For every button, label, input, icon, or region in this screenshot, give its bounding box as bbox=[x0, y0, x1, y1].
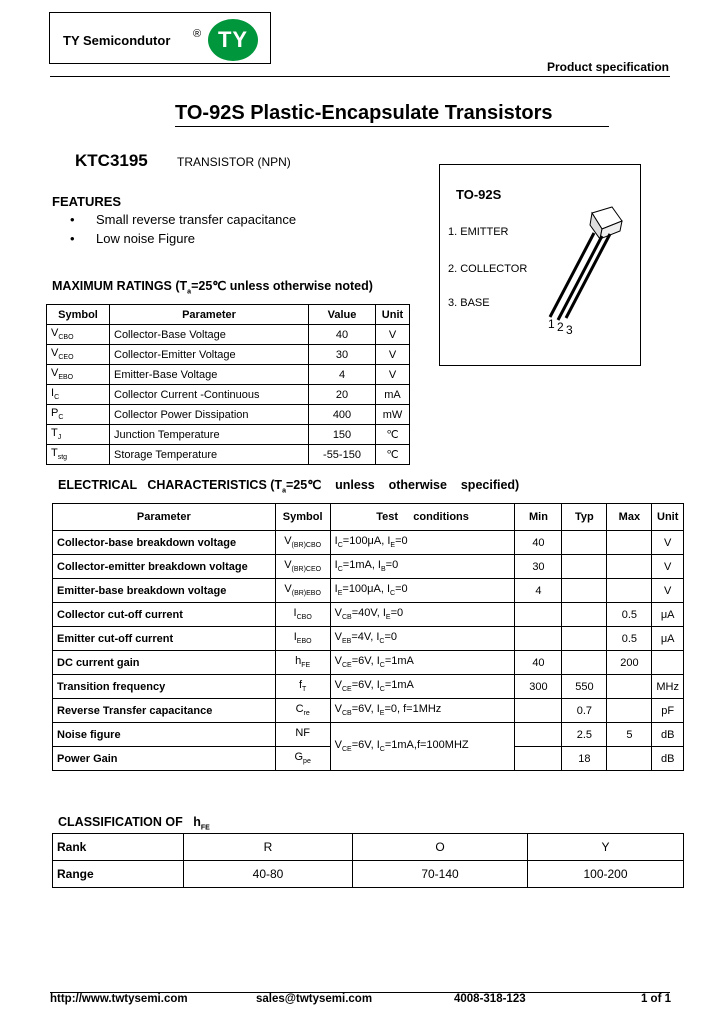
classification-table bbox=[52, 833, 684, 888]
min-cell: 300 bbox=[515, 675, 562, 699]
symbol-cell: $I_C$ bbox=[47, 385, 110, 405]
condition-cell: $V_{CE}=6V$, $I_C=1mA$ bbox=[330, 651, 515, 675]
min-cell bbox=[515, 747, 562, 771]
unit-cell: mW bbox=[376, 405, 410, 425]
package-diagram-box bbox=[439, 164, 641, 366]
package-name: TO-92S bbox=[456, 187, 502, 202]
parameter-cell: Storage Temperature bbox=[110, 445, 309, 465]
unit-cell: V bbox=[652, 555, 684, 579]
table-row bbox=[47, 345, 410, 365]
company-logo: TY bbox=[208, 19, 258, 61]
parameter-cell: Noise figure bbox=[53, 723, 276, 747]
symbol-cell: $V_{(BR)CEO}$ bbox=[275, 555, 330, 579]
table-row bbox=[53, 603, 684, 627]
min-cell: 30 bbox=[515, 555, 562, 579]
table-row bbox=[53, 627, 684, 651]
parameter-cell: Collector-Base Voltage bbox=[110, 325, 309, 345]
table-row bbox=[47, 445, 410, 465]
unit-cell: ℃ bbox=[376, 425, 410, 445]
unit-cell bbox=[652, 651, 684, 675]
value-cell: 400 bbox=[309, 405, 376, 425]
condition-cell: $I_C=100\mu A$, $I_E=0$ bbox=[330, 531, 515, 555]
typ-cell bbox=[562, 627, 607, 651]
symbol-cell: $I_{CBO}$ bbox=[275, 603, 330, 627]
footer-website-link[interactable]: http://www.twtysemi.com bbox=[50, 993, 188, 1005]
parameter-cell: Emitter cut-off current bbox=[53, 627, 276, 651]
table-row bbox=[53, 699, 684, 723]
value-cell: 30 bbox=[309, 345, 376, 365]
typ-cell: 18 bbox=[562, 747, 607, 771]
parameter-cell: Transition frequency bbox=[53, 675, 276, 699]
max-cell bbox=[607, 579, 652, 603]
max-cell: 0.5 bbox=[607, 603, 652, 627]
condition-cell: $I_C=1mA$, $I_B=0$ bbox=[330, 555, 515, 579]
unit-cell: V bbox=[652, 579, 684, 603]
feature-item: • Small reverse transfer capacitance bbox=[70, 212, 297, 227]
typ-cell: 2.5 bbox=[562, 723, 607, 747]
feature-text: Small reverse transfer capacitance bbox=[96, 212, 297, 227]
symbol-cell: $T_J$ bbox=[47, 425, 110, 445]
max-cell bbox=[607, 531, 652, 555]
header-divider bbox=[50, 76, 670, 77]
column-header: Typ bbox=[562, 504, 607, 531]
max-ratings-title: MAXIMUM RATINGS ($T_a=25℃$ unless otherwise noted) bbox=[52, 279, 373, 296]
rank-cell: Y bbox=[528, 834, 684, 861]
column-header: Symbol bbox=[275, 504, 330, 531]
symbol-cell: $T_{stg}$ bbox=[47, 445, 110, 465]
pin-label: 1. EMITTER bbox=[448, 226, 509, 238]
unit-cell: μA bbox=[652, 603, 684, 627]
value-cell: 150 bbox=[309, 425, 376, 445]
brand-name: TY Semicondutor bbox=[63, 33, 171, 48]
min-cell: 40 bbox=[515, 651, 562, 675]
symbol-cell: $I_{EBO}$ bbox=[275, 627, 330, 651]
column-header: Max bbox=[607, 504, 652, 531]
part-type: TRANSISTOR (NPN) bbox=[177, 155, 291, 169]
column-header: Symbol bbox=[47, 305, 110, 325]
unit-cell: mA bbox=[376, 385, 410, 405]
table-row bbox=[53, 555, 684, 579]
registered-mark: ® bbox=[193, 28, 202, 40]
condition-cell: $I_E=100\mu A$, $I_C=0$ bbox=[330, 579, 515, 603]
condition-cell: $V_{CE}=6V$, $I_C=1mA$ bbox=[330, 675, 515, 699]
value-cell: -55-150 bbox=[309, 445, 376, 465]
typ-cell bbox=[562, 531, 607, 555]
table-row bbox=[53, 834, 684, 861]
column-header: Value bbox=[309, 305, 376, 325]
max-cell bbox=[607, 555, 652, 579]
rank-cell: R bbox=[184, 834, 353, 861]
range-cell: 70-140 bbox=[353, 861, 528, 888]
rank-cell: O bbox=[353, 834, 528, 861]
column-header: Parameter bbox=[110, 305, 309, 325]
rank-label: Rank bbox=[53, 834, 184, 861]
symbol-cell: $V_{EBO}$ bbox=[47, 365, 110, 385]
table-row bbox=[47, 325, 410, 345]
column-header: Unit bbox=[652, 504, 684, 531]
column-header: Unit bbox=[376, 305, 410, 325]
min-cell: 4 bbox=[515, 579, 562, 603]
table-row bbox=[47, 385, 410, 405]
typ-cell bbox=[562, 579, 607, 603]
table-row bbox=[53, 861, 684, 888]
typ-cell bbox=[562, 555, 607, 579]
parameter-cell: Collector-emitter breakdown voltage bbox=[53, 555, 276, 579]
unit-cell: pF bbox=[652, 699, 684, 723]
condition-cell: $V_{CB}=6V$, $I_E=0$, f=1MHz bbox=[330, 699, 515, 723]
table-row bbox=[47, 365, 410, 385]
parameter-cell: Collector cut-off current bbox=[53, 603, 276, 627]
pin-label: 3. BASE bbox=[448, 297, 490, 309]
typ-cell: 550 bbox=[562, 675, 607, 699]
table-row bbox=[47, 405, 410, 425]
electrical-characteristics-table bbox=[52, 503, 684, 771]
symbol-cell: $G_{pe}$ bbox=[275, 747, 330, 771]
feature-item: • Low noise Figure bbox=[70, 231, 195, 246]
unit-cell: dB bbox=[652, 723, 684, 747]
parameter-cell: Collector-Emitter Voltage bbox=[110, 345, 309, 365]
table-row bbox=[53, 531, 684, 555]
footer-email-link[interactable]: sales@twtysemi.com bbox=[256, 993, 373, 1005]
parameter-cell: Junction Temperature bbox=[110, 425, 309, 445]
condition-cell: $V_{CE}=6V$, $I_C=1mA,f=100MHZ$ bbox=[330, 723, 515, 771]
max-cell bbox=[607, 699, 652, 723]
unit-cell: ℃ bbox=[376, 445, 410, 465]
max-ratings-table bbox=[46, 304, 410, 465]
parameter-cell: Collector Current -Continuous bbox=[110, 385, 309, 405]
parameter-cell: Emitter-Base Voltage bbox=[110, 365, 309, 385]
table-row bbox=[47, 425, 410, 445]
min-cell bbox=[515, 723, 562, 747]
column-header: Test conditions bbox=[330, 504, 515, 531]
symbol-cell: NF bbox=[275, 723, 330, 747]
column-header: Parameter bbox=[53, 504, 276, 531]
symbol-cell: $C_{re}$ bbox=[275, 699, 330, 723]
table-row bbox=[53, 723, 684, 747]
table-row bbox=[53, 579, 684, 603]
min-cell: 40 bbox=[515, 531, 562, 555]
parameter-cell: DC current gain bbox=[53, 651, 276, 675]
min-cell bbox=[515, 627, 562, 651]
symbol-cell: $f_T$ bbox=[275, 675, 330, 699]
parameter-cell: Emitter-base breakdown voltage bbox=[53, 579, 276, 603]
pin-label: 2. COLLECTOR bbox=[448, 263, 528, 275]
max-cell: 200 bbox=[607, 651, 652, 675]
features-heading: FEATURES bbox=[52, 194, 122, 209]
parameter-cell: Collector Power Dissipation bbox=[110, 405, 309, 425]
value-cell: 40 bbox=[309, 325, 376, 345]
min-cell bbox=[515, 699, 562, 723]
pin-number: 3 bbox=[566, 323, 573, 337]
document-title: TO-92S Plastic-Encapsulate Transistors bbox=[175, 102, 553, 124]
column-header: Min bbox=[515, 504, 562, 531]
footer-phone: 4008-318-123 bbox=[454, 993, 526, 1005]
typ-cell: 0.7 bbox=[562, 699, 607, 723]
symbol-cell: $V_{CBO}$ bbox=[47, 325, 110, 345]
unit-cell: V bbox=[376, 365, 410, 385]
typ-cell bbox=[562, 651, 607, 675]
unit-cell: V bbox=[376, 345, 410, 365]
unit-cell: V bbox=[652, 531, 684, 555]
product-specification-label: Product specification bbox=[546, 60, 669, 74]
condition-cell: $V_{EB}=4V$, $I_C=0$ bbox=[330, 627, 515, 651]
parameter-cell: Power Gain bbox=[53, 747, 276, 771]
symbol-cell: $P_C$ bbox=[47, 405, 110, 425]
condition-cell: $V_{CB}=40V$, $I_E=0$ bbox=[330, 603, 515, 627]
pin-number: 2 bbox=[557, 320, 564, 334]
table-row bbox=[53, 651, 684, 675]
parameter-cell: Reverse Transfer capacitance bbox=[53, 699, 276, 723]
unit-cell: MHz bbox=[652, 675, 684, 699]
value-cell: 20 bbox=[309, 385, 376, 405]
unit-cell: V bbox=[376, 325, 410, 345]
unit-cell: dB bbox=[652, 747, 684, 771]
parameter-cell: Collector-base breakdown voltage bbox=[53, 531, 276, 555]
symbol-cell: $V_{(BR)EBO}$ bbox=[275, 579, 330, 603]
unit-cell: μA bbox=[652, 627, 684, 651]
max-cell bbox=[607, 747, 652, 771]
electrical-characteristics-title: ELECTRICAL CHARACTERISTICS ($T_a=25℃$ unless otherwise specified) bbox=[58, 478, 520, 495]
max-cell bbox=[607, 675, 652, 699]
title-underline bbox=[175, 126, 609, 127]
typ-cell bbox=[562, 603, 607, 627]
value-cell: 4 bbox=[309, 365, 376, 385]
classification-title: CLASSIFICATION OF $h_{FE}$ bbox=[58, 815, 210, 832]
symbol-cell: $V_{CEO}$ bbox=[47, 345, 110, 365]
range-cell: 40-80 bbox=[184, 861, 353, 888]
range-cell: 100-200 bbox=[528, 861, 684, 888]
pin-number: 1 bbox=[548, 317, 555, 331]
range-label: Range bbox=[53, 861, 184, 888]
max-cell: 0.5 bbox=[607, 627, 652, 651]
symbol-cell: $V_{(BR)CBO}$ bbox=[275, 531, 330, 555]
max-cell: 5 bbox=[607, 723, 652, 747]
part-number: KTC3195 bbox=[75, 151, 148, 170]
to92s-package-icon bbox=[540, 203, 630, 323]
table-row bbox=[53, 675, 684, 699]
feature-text: Low noise Figure bbox=[96, 231, 195, 246]
symbol-cell: $h_{FE}$ bbox=[275, 651, 330, 675]
footer-page-number: 1 of 1 bbox=[640, 993, 671, 1005]
min-cell bbox=[515, 603, 562, 627]
